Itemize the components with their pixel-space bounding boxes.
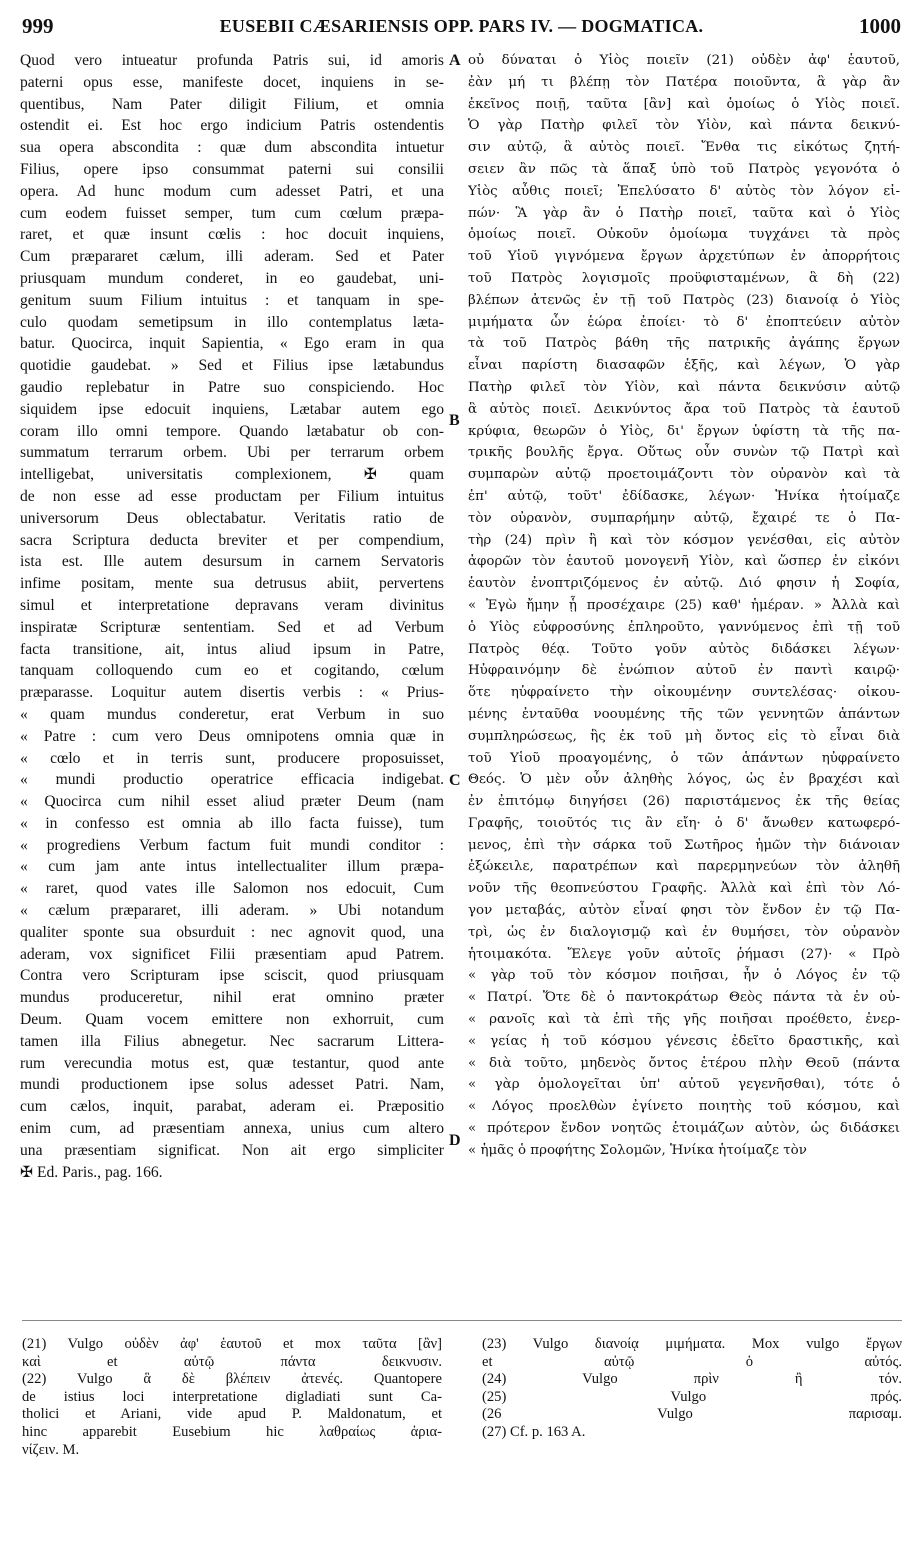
latin-text-line: ostendit ei. Est hoc ergo indicium Patris ostendentis (20, 117, 444, 135)
latin-text-line: ista est. Ille autem desursum in carnem Servatoris (20, 553, 444, 571)
greek-text-line: εἶναι παρίστη διασαφῶν ἑξῆς, καὶ λέγων, Ὁ γὰρ (468, 358, 900, 374)
latin-text-line: Filius, opere ipso consummat paterni sui consilii (20, 160, 444, 178)
greek-text-line: τρὶ, ὡς ἐν διαλογισμῷ καὶ ἐν θυμήσει, τὸν οὐρανὸν (468, 924, 900, 940)
latin-text-line: universorum Deus oblectabatur. Veritatis ratio de (20, 509, 444, 527)
greek-text-line: ἐν ἐπιτόμῳ διηγήσει (26) παριστάμενος ἐκ τῆς θείας (468, 794, 900, 810)
latin-text-line: « cælum præpararet, illi aderam. » Ubi notandum (20, 902, 444, 920)
greek-text-line: « διὰ τοῦτο, μηδενὸς ὄντος ἑτέρου πλὴν Θεοῦ (πάντα (468, 1055, 900, 1071)
latin-text-line: « in confesso est omnia ab illo facta fuisse), tum (20, 814, 444, 832)
footnote-line: καὶ et αὐτῷ πάντα δεικνυσιν. (22, 1353, 442, 1370)
greek-text-line: ἐπ' αὐτῷ, τοῦτ' ἐδίδασκε, λέγων· Ἡνίκα ἡτοίμαζε (468, 488, 900, 504)
footnote-line: tholici et Ariani, vide apud P. Maldonatum, et (22, 1406, 442, 1423)
greek-text-line: « ρανοῖς καὶ τὰ ἐπὶ τῆς γῆς ποιῆσαι προέθετο, ἐνερ- (468, 1012, 900, 1028)
greek-text-line: νοῦν τῆς θεοπνεύστου Γραφῆς. Ἀλλὰ καὶ ἐπὶ τὸν Λό- (468, 881, 900, 897)
latin-text-line: « cum jam ante intus intellectualiter illum præpa- (20, 858, 444, 876)
footnote-line: (21) Vulgo οὐδὲν ἀφ' ἑαυτοῦ et mox ταῦτα [ἂν] (22, 1336, 442, 1352)
greek-text-line: Θεός. Ὁ μὲν οὖν ἀληθὴς λόγος, ὡς ἐν βραχέσι καὶ (468, 772, 900, 788)
greek-text-line: βλέπων ἀτενῶς ἐν τῇ τοῦ Πατρὸς (23) διανοίᾳ ὁ Υἱὸς (468, 292, 900, 308)
margin-marker-a: A (449, 52, 461, 69)
greek-text-line: συμπαρὼν αὐτῷ προετοιμάζοντι τὸν οὐρανὸν καὶ τὰ (468, 467, 900, 483)
latin-text-line: batur. Quocirca, inquit Sapientia, « Ego eram in qua (20, 335, 444, 353)
greek-text-line: Γραφῆς, τοιοῦτός τις ἂν εἴη· ὁ δ' ἄνωθεν κατωφερό- (468, 815, 900, 831)
footnote-line: (24) Vulgo πρὶν ἢ τόν. (482, 1371, 902, 1388)
latin-text-line: « Quocirca cum nihil esset aliud præter Deum (nam (20, 793, 444, 811)
greek-text-line: μένης ἐνταῦθα νοουμένης τῆς τῶν γεννητῶν ἁπάντων (468, 706, 900, 722)
greek-text-line: σειεν ἂν πῶς τὰ ἅπαξ ὑπὸ τοῦ Πατρὸς γεγονότα ὁ (468, 161, 900, 177)
running-title: EUSEBII CÆSARIENSIS OPP. PARS IV. — DOGMATICA. (219, 16, 704, 36)
footnote-line: (26 Vulgo παρισαμ. (482, 1406, 902, 1423)
latin-text-line: coram illo omni tempore. Quando lætabatur ob con- (20, 422, 444, 440)
greek-text-line: Ὁ γὰρ Πατὴρ φιλεῖ τὸν Υἱὸν, καὶ πάντα δεικνύ- (468, 118, 900, 134)
latin-text-line: quentibus, Nam Pater diligit Filium, et omnia (20, 95, 444, 113)
latin-text-line: priusquam mundum conderet, in eo gaudebat, uni- (20, 269, 444, 287)
latin-column (20, 50, 444, 1183)
greek-text-line: ἃ αὐτὸς ποιεῖ. Δεικνύντος ἄρα τοῦ Πατρὸς τὰ ἑαυτοῦ (468, 401, 900, 417)
latin-text-line: sacra Scriptura deducta breviter et per compendium, (20, 531, 444, 549)
latin-text-line: Quod vero intueatur profunda Patris sui, id amoris (20, 52, 444, 69)
footnote-line: de istius loci interpretatione digladiati sunt Ca- (22, 1388, 442, 1405)
greek-text-line: « πρότερον ἔνδον νοητῶς ἑτοιμάζων αὐτὸν, ὡς διδάσκει (468, 1121, 900, 1137)
latin-text-line: enim cum, ad præsentiam annexa, unius cum altero (20, 1120, 444, 1138)
greek-text-line: πών· Ἃ γὰρ ἂν ὁ Πατὴρ ποιεῖ, ταῦτα καὶ ὁ Υἱὸς (468, 205, 900, 221)
latin-text-line: Contra vero Scripturam ipse sciscit, quod priusquam (20, 967, 444, 985)
margin-marker-c: C (449, 772, 461, 789)
greek-text-line: τοῦ Πατρὸς λογισμοῖς προϋφισταμένων, ἃ δὴ (22) (468, 270, 900, 286)
greek-column (468, 50, 900, 1162)
latin-text-line: Deum. Quam vocem emittere non exhorruit, cum (20, 1011, 444, 1029)
latin-text-line: aderam, vox significet Filii præsentiam apud Patrem. (20, 945, 444, 963)
latin-text-line: « raret, quod vates ille Salomon nos edocuit, Cum (20, 880, 444, 898)
greek-text-line: Πατὴρ φιλεῖ τὸν Υἱὸν, καὶ πάντα δεικνύσιν αὐτῷ (468, 379, 900, 395)
footnotes-left (22, 1336, 442, 1459)
greek-text-line: « Πατρί. Ὅτε δὲ ὁ παντοκράτωρ Θεὸς πάντα τὰ ἐν οὐ- (468, 990, 900, 1006)
latin-text-line: rum verecundia motus est, quæ testantur, quod ante (20, 1054, 444, 1072)
footnote-line: νίζειν. M. (22, 1441, 80, 1458)
greek-text-line: Ηὐφραινόμην δὲ ἐνώπιον αὐτοῦ ἐν παντὶ καιρῷ· (468, 663, 900, 679)
page-number-right: 1000 (859, 14, 901, 38)
greek-text-line: μιμήματα ὧν ἑώρα ἐποίει· τὸ δ' ἐποπτεύειν αὐτὸν (468, 314, 900, 330)
latin-text-line: « mundi productio operatrice efficacia indigebat. (20, 771, 444, 789)
greek-text-line: « γὰρ τοῦ τὸν κόσμον ποιῆσαι, ἦν ὁ Λόγος ἐν τῷ (468, 968, 900, 984)
latin-text-line: « Patre : cum vero Deus omnipotens omnia quæ in (20, 727, 444, 745)
latin-text-line: paterni opus esse, manifeste docet, inquiens in se- (20, 73, 444, 91)
footnotes-right (482, 1336, 902, 1442)
greek-text-line: τὸν οὐρανὸν, συμπαρήμην αὐτῷ, ἔχαιρέ τε ὁ Πα- (468, 510, 900, 526)
greek-text-line: γον μεταβάς, αὐτὸν εἶναί φησι τὸν ἔνδον ἐν τῷ Πα- (468, 903, 900, 919)
greek-text-line: Υἱὸς αὖθις ποιεῖ; Ἐπελύσατο δ' αὐτὸς τὸν λόγον εἰ- (468, 183, 900, 199)
footnote-line: (25) Vulgo πρός. (482, 1388, 902, 1405)
latin-text-line: summatum terrarum orbem. Ubi per terrarum orbem (20, 444, 444, 462)
greek-text-line: ἐκεῖνος ποιῇ, ταῦτα [ἂν] καὶ ὁμοίως ὁ Υἱὸς ποιεῖ. (468, 96, 900, 112)
footnote-line: (27) Cf. p. 163 A. (482, 1423, 586, 1440)
greek-text-line: ὁμοίως ποιεῖ. Οὐκοῦν ὁμοίωμα τυγχάνει τὰ πρὸς (468, 227, 900, 243)
greek-text-line: ἡτοιμακότα. Ἔλεγε γοῦν αὐτοῖς ῥήμασι (27)· « Πρὸ (468, 946, 900, 962)
latin-text-line: intelligebat, universitatis complexionem, ✠ quam (20, 466, 444, 484)
latin-text-line: raret, et quæ insunt cœlis : hoc docuit inquiens, (20, 226, 444, 244)
greek-text-line: « Λόγος προελθὼν ἐγίνετο ποιητὴς τοῦ κόσμου, καὶ (468, 1099, 900, 1115)
greek-text-line: συμπληρώσεως, ἣς ἐκ τοῦ μὴ ὄντος εἰς τὸ εἶναι διὰ (468, 728, 900, 744)
page-number-left: 999 (22, 14, 54, 38)
greek-text-line: ἐξώκειλε, παρατρέπων καὶ παρερμηνεύων τὸν ἀληθῆ (468, 859, 900, 875)
greek-text-line: ἑαυτὸν ἐνοπτριζόμενος ἐν αὐτῷ. Διό φησιν ἡ Σοφία, (468, 576, 900, 592)
greek-text-line: σιν αὐτῷ, ἃ αὐτὸς ποιεῖ. Ἔνθα τις εἰκότως ζητή- (468, 140, 900, 156)
greek-text-line: τὴρ (24) πρὶν ἢ καὶ τὸν κόσμον γενέσθαι, εἰς αὐτὸν (468, 532, 900, 548)
latin-text-line: cum cælos, inquit, parabat, aderam ei. Præpositio (20, 1098, 444, 1116)
greek-text-line: ἀφορῶν τὸν ἑαυτοῦ μονογενῆ Υἱὸν, καὶ ὥσπερ ἐν εἰκόνι (468, 554, 900, 570)
greek-text-line: « ἡμᾶς ὁ προφήτης Σολομῶν, Ἡνίκα ἡτοίμαζε τὸν (468, 1142, 807, 1158)
footnote-line: (22) Vulgo ἃ δὲ βλέπειν ἀτενές. Quantopere (22, 1371, 442, 1388)
latin-text-line: facta transitione, ait, intus aliud ipsum in Patre, (20, 640, 444, 658)
greek-text-line: ἐὰν μή τι βλέπῃ τὸν Πατέρα ποιοῦντα, ἃ γὰρ ἂν (468, 74, 900, 90)
greek-text-line: « Ἐγὼ ἤμην ᾗ προσέχαιρε (25) καθ' ἡμέραν. » Ἀλλὰ καὶ (468, 597, 900, 613)
latin-text-line: qualiter sponte sua obsurduit : nec agnovit quod, una (20, 923, 444, 941)
latin-text-line: culo quodam semetipsum in illo contemplatus læta- (20, 313, 444, 331)
latin-text-line: una præsentiam significat. Non ait ergo simpliciter (20, 1141, 444, 1159)
latin-text-line: Cum præpararet cælum, illi aderam. Sed et Pater (20, 248, 444, 266)
latin-text-line: sua opera abscondita : quæ dum abscondita intuetur (20, 139, 444, 157)
greek-text-line: Πατρὸς θέᾳ. Τοῦτο γοῦν αὐτὸς διδάσκει λέγων· (468, 641, 900, 657)
latin-text-line: opera. Ad hunc modum cum adesset Patri, et una (20, 182, 444, 200)
greek-text-line: κρύφια, θεωρῶν ὁ Υἱὸς, δι' ἔργων ὑφίστη τὰ τῆς πα- (468, 423, 900, 439)
footnote-line: hinc apparebit Eusebium hic λαθραίως ἀρια- (22, 1423, 442, 1440)
greek-text-line: ὁ Υἱὸς εὐφροσύνης ἐπληροῦτο, γαννύμενος ἐπὶ τῇ τοῦ (468, 619, 900, 635)
margin-marker-b: B (449, 412, 460, 429)
footnote-line: et αὐτῷ ὁ αὐτός. (482, 1353, 902, 1370)
greek-text-line: οὐ δύναται ὁ Υἱὸς ποιεῖν (21) οὐδὲν ἀφ' ἑαυτοῦ, (468, 53, 900, 68)
margin-marker-d: D (449, 1132, 461, 1149)
latin-text-line: quotidie gaudebat. » Sed et Filius ipse lætabundus (20, 357, 444, 375)
latin-text-line: simul et interpretatione depravans veram divinitus (20, 596, 444, 614)
greek-text-line: μενος, ἐπὶ τὴν σάρκα τοῦ Σωτῆρος ἡμῶν τὴν διάνοιαν (468, 837, 900, 853)
greek-text-line: « γείας ἡ τοῦ κόσμου γένεσις ἐδεῖτο δραστικῆς, καὶ (468, 1033, 900, 1049)
greek-text-line: τοῦ Υἱοῦ γιγνόμενα ἔργων ἀρχετύπων ἐν ἀπορρήτοις (468, 249, 900, 265)
latin-text-line: ✠ Ed. Paris., pag. 166. (20, 1163, 163, 1181)
latin-text-line: mundi productionem ipse solus adesset Patri. Nam, (20, 1076, 444, 1094)
greek-text-line: τὰ τοῦ Πατρὸς βάθη τῆς πατρικῆς ἀγάπης ἔργων (468, 336, 900, 352)
latin-text-line: gaudio replebatur in Patre suo conspiciendo. Hoc (20, 378, 444, 396)
latin-text-line: tamen illa Filius abnegetur. Nec sacrarum Littera- (20, 1032, 444, 1050)
latin-text-line: « cœlo et in terris sunt, producere proposuisset, (20, 749, 444, 767)
running-header (22, 14, 901, 40)
latin-text-line: præparasse. Loquitur autem disertis verbis : « Prius- (20, 684, 444, 702)
latin-text-line: « quam mundus conderetur, erat Verbum in suo (20, 705, 444, 723)
greek-text-line: ὅτε ηὐφραίνετο τὴν οἰκουμένην συντελέσας· οἰκου- (468, 685, 900, 701)
latin-text-line: cum eodem fuisset semper, tum cum cœlum præpa- (20, 204, 444, 222)
latin-text-line: mundus produceretur, nihil erat omnino præter (20, 989, 444, 1007)
footnote-rule (22, 1320, 902, 1321)
latin-text-line: genitum suum Filium intuitus : et tanquam in spe- (20, 291, 444, 309)
latin-text-line: de non esse ad esse productam per Filium intuitus (20, 487, 444, 505)
latin-text-line: tanquam colloquendo cum eo et cogitando, cœlum (20, 662, 444, 680)
latin-text-line: inspiratæ Scripturæ sententiam. Sed et ad Verbum (20, 618, 444, 636)
latin-text-line: siquidem ipse edocuit inquiens, Lætabar autem ego (20, 400, 444, 418)
latin-text-line: « progrediens Verbum factum fuit mundi conditor : (20, 836, 444, 854)
greek-text-line: τρικῆς βουλῆς ἔργα. Οὕτως οὖν συνὼν τῷ Πατρὶ καὶ (468, 445, 900, 461)
greek-text-line: « γὰρ ὁμολογεῖται ὑπ' αὐτοῦ γεγενῆσθαι), τότε ὁ (468, 1077, 900, 1093)
footnote-line: (23) Vulgo διανοίᾳ μιμήματα. Mox vulgo ἔργων (482, 1336, 902, 1352)
latin-text-line: infime positam, mente sua detrusus abiit, pervertens (20, 575, 444, 593)
greek-text-line: τοῦ Υἱοῦ προαγομένης, ὁ τῶν ἁπάντων ηὐφραίνετο (468, 750, 900, 766)
